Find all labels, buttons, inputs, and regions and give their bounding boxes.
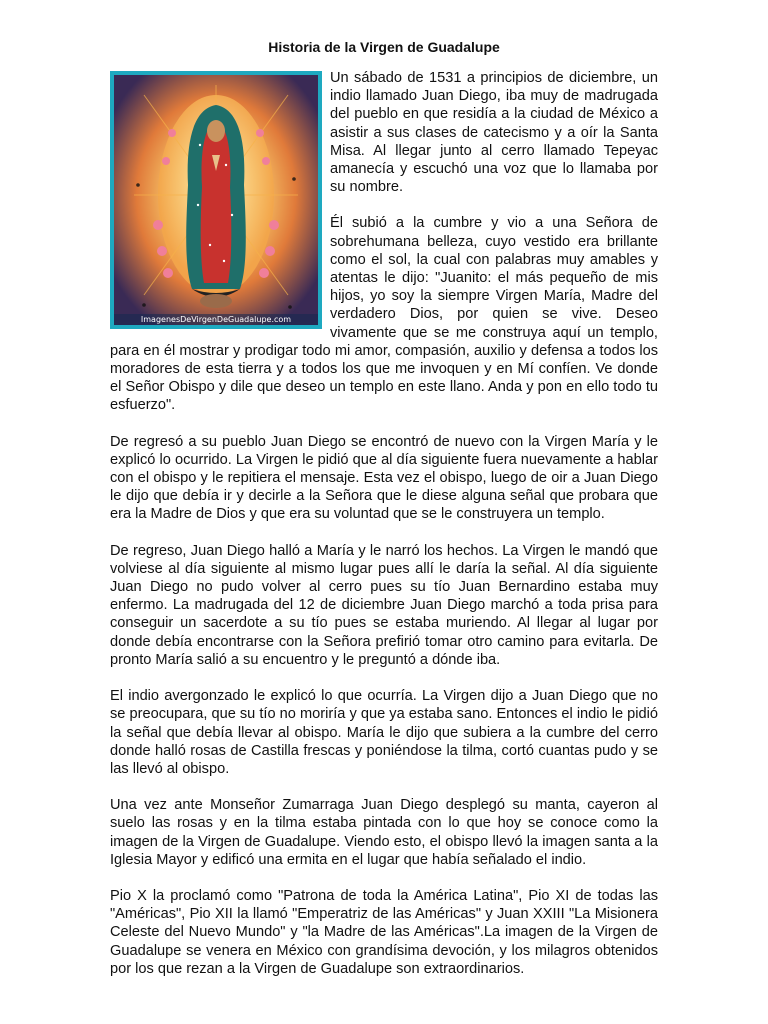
virgin-of-guadalupe-image xyxy=(110,71,322,329)
paragraph-4: De regreso, Juan Diego halló a María y le narró los hechos. La Virgen le mandó que volviese al día siguiente al mismo lugar pues allí le daría la señal. Al día siguiente Juan Diego no pudo volver al cerro pues su tío Juan Bernardino estaba muy enfermo. La madrugada del 12 de diciembre Juan Diego marchó a toda prisa para conseguir un sacerdote a su tío pues se estaba muriendo. Al llegar al lugar por donde debía encontrarse con la Señora prefirió tomar otro camino para evitarla. De pronto María salió a su encuentro y le preguntó a dónde iba. xyxy=(110,542,658,668)
paragraph-5: El indio avergonzado le explicó lo que ocurría. La Virgen dijo a Juan Diego que no se preocupara, que su tío no moriría y que ya estaba sano. Entonces el indio le pidió la señal que debía llevar al obispo. María le dijo que subiera a la cumbre del cerro donde halló rosas de Castilla frescas y poniéndose la tilma, cortó cuantas pudo y se las llevó al obispo. xyxy=(110,688,658,777)
document-body xyxy=(110,69,658,996)
paragraph-3: De regresó a su pueblo Juan Diego se encontró de nuevo con la Virgen María y le explicó lo ocurrido. La Virgen le pidió que al día siguiente fuera nuevamente a hablar con el obispo y le repitiera el mensaje. Esta vez el obispo, luego de oir a Juan Diego le dijo que debía ir y decirle a la Señora que le diese alguna señal que probara que era la Madre de Dios y que era su voluntad que se le construyera un templo. xyxy=(110,433,658,523)
paragraph-6: Una vez ante Monseñor Zumarraga Juan Diego desplegó su manta, cayeron al suelo las rosas y en la tilma estaba pintada con lo que hoy se conoce como la imagen de la Virgen de Guadalupe. Viendo esto, el obispo llevó la imagen santa a la Iglesia Mayor y edificó una ermita en el lugar que había señalado el indio. xyxy=(110,797,658,868)
paragraph-1: Un sábado de 1531 a principios de diciembre, un indio llamado Juan Diego, iba muy de madrugada del pueblo en que residía a la ciudad de México a asistir a sus clases de catecismo y a oír la Santa Misa. Al llegar junto al cerro llamado Tepeyac amanecía y escuchó una voz que lo llamaba por su nombre. xyxy=(330,70,658,196)
document-title: Historia de la Virgen de Guadalupe xyxy=(268,39,500,55)
image-watermark: ImagenesDeVirgenDeGuadalupe.com xyxy=(114,314,318,325)
virgin-of-guadalupe-icon xyxy=(114,75,318,325)
paragraph-7: Pio X la proclamó como "Patrona de toda la América Latina", Pio XI de todas las "Américas", Pio XII la llamó "Emperatriz de las Américas" y Juan XXIII "La Misionera Celeste del Nuevo Mundo" y "la Madre de las Américas".La imagen de la Virgen de Guadalupe se venera en México con grandísima devoción, y los milagros obtenidos por los que rezan a la Virgen de Guadalupe son extraordinarios. xyxy=(110,887,658,977)
paragraph-2: Él subió a la cumbre y vio a una Señora de sobrehumana belleza, cuyo vestido era brillante como el sol, la cual con palabras muy amables y atentas le dijo: "Juanito: el más pequeño de mis hijos, yo soy la siempre Virgen María, Madre del verdadero Dios, por quien se vive. Deseo vivamente que se me construya aquí un templo, para en él mostrar y prodigar todo mi amor, compasión, auxilio y defensa a todos los moradores de esta tierra y a todos los que me invoquen y en Mí confíen. Ve donde el Señor Obispo y dile que deseo un templo en este llano. Anda y pon en ello todo tu esfuerzo". xyxy=(110,215,658,414)
